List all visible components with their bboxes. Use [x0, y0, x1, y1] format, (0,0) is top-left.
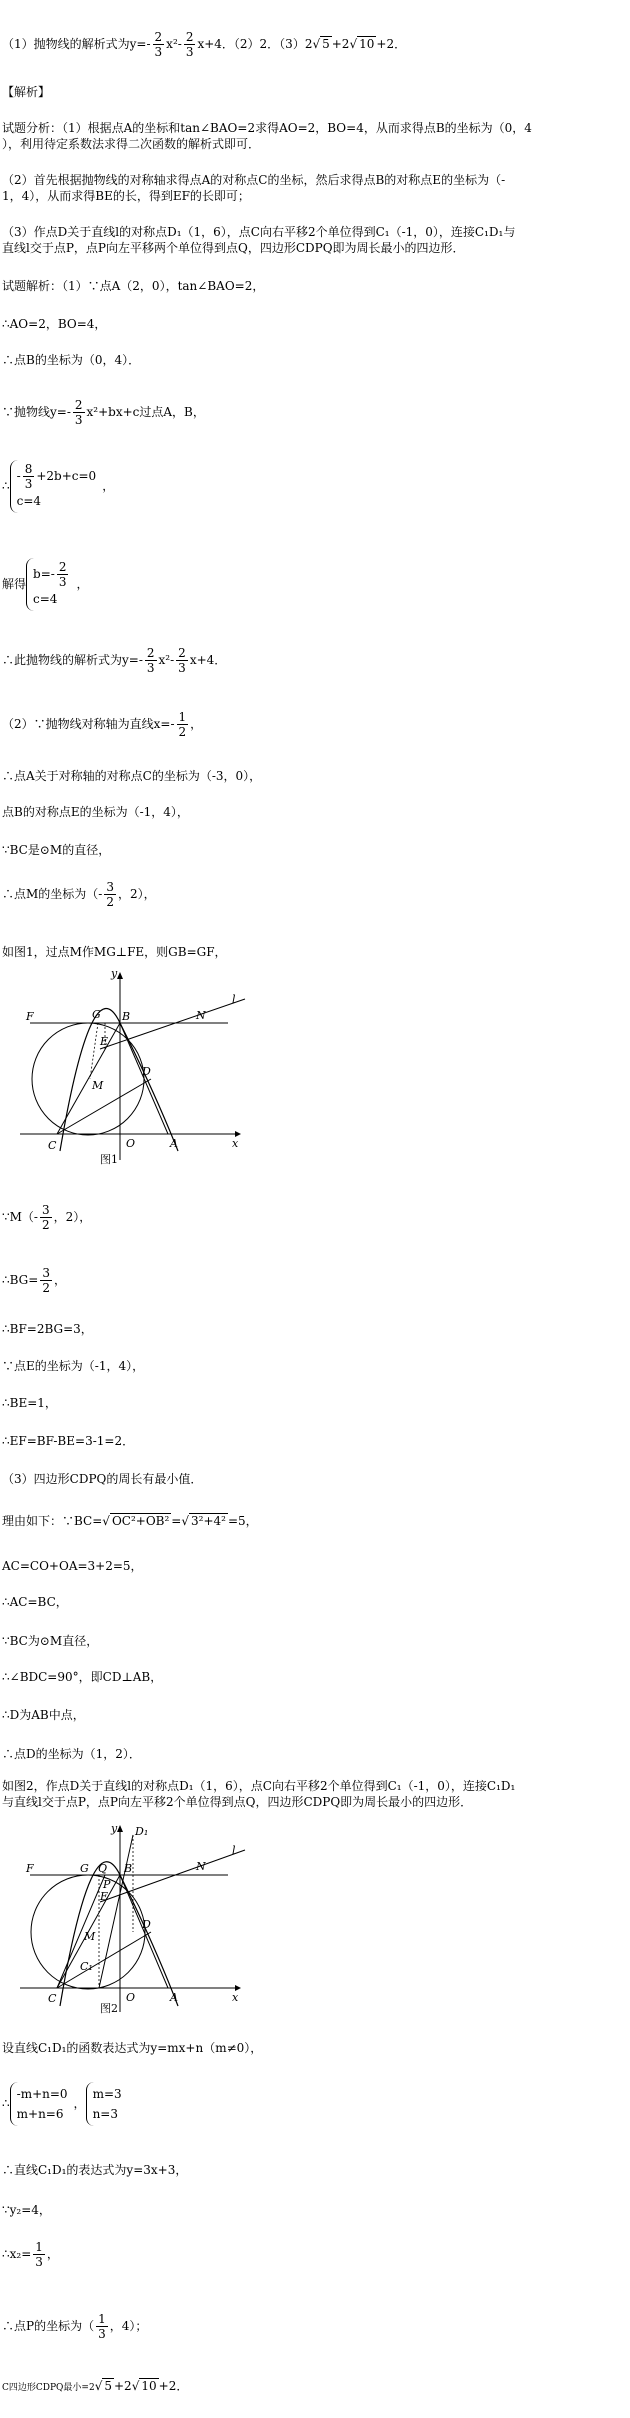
solution-16: ∴BF=2BG=3， — [2, 1322, 93, 1336]
solution-9: ∴点A关于对称轴的对称点C的坐标为（-3，0）， — [2, 769, 262, 783]
figure-2 — [20, 1820, 250, 2015]
solution-8: （2）∵抛物线对称轴为直线x=- $\frac{1}{2}$ ， — [2, 710, 203, 739]
solution-3: ∴点B的坐标为（0，4）． — [2, 353, 141, 367]
solution-24: ∵BC为⊙M直径， — [2, 1634, 99, 1648]
label-n: N — [196, 1009, 206, 1022]
label-y: y — [111, 1822, 118, 1835]
label-f: F — [26, 1010, 34, 1023]
label-a: A — [170, 1991, 178, 2004]
solution-10: 点B的对称点E的坐标为（-1，4）， — [2, 805, 189, 819]
label-g: G — [92, 1008, 101, 1021]
label-q: Q — [98, 1862, 108, 1875]
analysis-3b: 直线l交于点P，点P向左平移两个单位得到点Q，四边形CDPQ即为周长最小的四边形． — [2, 241, 465, 255]
segment-cd — [57, 1932, 151, 1988]
solution-15: ∴BG= $\frac{3}{2}$ ， — [2, 1266, 66, 1295]
label-l: l — [232, 993, 236, 1006]
solution-25: ∴∠BDC=90°，即CD⊥AB， — [2, 1670, 163, 1684]
solution-20: （3）四边形CDPQ的周长有最小值． — [2, 1472, 203, 1486]
solution-1: 试题解析：（1）∵点A（2，0），tan∠BAO=2， — [2, 279, 265, 293]
segment-gm — [90, 1023, 98, 1079]
answer-line: （1）抛物线的解析式为y=- $\frac{2}{3}$ x²- $\frac{2}{3}$ x+4．（2）2．（3）2√ 5 +2√ 10 +2． — [2, 30, 407, 59]
analysis-1b: ），利用待定系数法求得二次函数的解析式即可． — [2, 137, 261, 151]
label-o: O — [126, 1991, 136, 2004]
solution-13: 如图1，过点M作MG⊥FE，则GB=GF， — [2, 945, 227, 959]
label-b: B — [122, 1010, 131, 1023]
analysis-2b: 1，4），从而求得BE的长，得到EF的长即可； — [2, 189, 250, 203]
label-o: O — [126, 1137, 136, 1150]
solution-26: ∴D为AB中点， — [2, 1708, 85, 1722]
label-y: y — [111, 967, 118, 980]
solution-21: 理由如下：∵BC=√ OC²+OB² =√ 3²+4² =5， — [2, 1514, 258, 1528]
analysis-2: （2）首先根据抛物线的对称轴求得点A的对称点C的坐标，然后求得点B的对称点E的坐标为（- — [2, 173, 506, 187]
solution-7: ∴此抛物线的解析式为y=- $\frac{2}{3}$ x²- $\frac{2}{3}$ x+4． — [2, 646, 227, 675]
label-c: C — [48, 1992, 57, 2005]
label-d: D — [142, 1065, 151, 1078]
answer-text: （1）抛物线的解析式为y=- — [2, 37, 151, 51]
solution-2: ∴AO=2，BO=4， — [2, 317, 107, 331]
figure-caption: 图1 — [100, 1153, 118, 1165]
segment-cb — [57, 1023, 120, 1134]
label-d1: D₁ — [135, 1825, 149, 1838]
label-m: M — [92, 1079, 104, 1092]
section-heading: 【解析】 — [2, 85, 51, 99]
solution-32: ∵y₂=4， — [2, 2203, 51, 2217]
figure-1 — [20, 965, 250, 1165]
solution-34: ∴点P的坐标为（ $\frac{1}{3}$ ，4）； — [2, 2312, 148, 2341]
solution-19: ∴EF=BF-BE=3-1=2． — [2, 1434, 135, 1448]
figure-caption: 图2 — [100, 2002, 118, 2015]
fraction: $\frac{2}{3}$ — [154, 30, 163, 59]
solution-33: ∴x₂= $\frac{1}{3}$ ， — [2, 2240, 59, 2269]
line-l — [100, 1850, 245, 1902]
label-c1: C₁ — [80, 1960, 93, 1973]
solution-27: ∴点D的坐标为（1，2）． — [2, 1747, 141, 1761]
solution-28b: 与直线l交于点P，点P向左平移2个单位得到点Q，四边形CDPQ即为周长最小的四边形． — [2, 1795, 473, 1809]
solution-4: ∵抛物线y=- $\frac{2}{3}$ x²+bx+c过点A，B， — [2, 398, 205, 427]
label-c: C — [48, 1139, 57, 1152]
solution-12: ∴点M的坐标为（- $\frac{3}{2}$ ，2）， — [2, 880, 156, 909]
label-d: D — [142, 1918, 151, 1931]
analysis-3: （3）作点D关于直线l的对称点D₁（1，6），点C向右平移2个单位得到C₁（-1，0），连接C₁D₁与 — [2, 225, 516, 239]
segment-ba — [120, 1023, 168, 1134]
parabola — [60, 1862, 178, 2006]
analysis-1: 试题分析：（1）根据点A的坐标和tan∠BAO=2求得AO=2，BO=4，从而求得点B的坐标为（0，4 — [2, 121, 532, 135]
solution-35: C四边形CDPQ最小=2√ 5 +2√ 10 +2． — [2, 2379, 189, 2393]
solution-22: AC=CO+OA=3+2=5， — [2, 1559, 143, 1573]
equation-system: -m+n=0 m+n=6 — [10, 2082, 74, 2126]
segment-ba — [120, 1875, 168, 1988]
solution-31: ∴直线C₁D₁的表达式为y=3x+3， — [2, 2163, 188, 2177]
solution-28: 如图2，作点D关于直线l的对称点D₁（1，6），点C向右平移2个单位得到C₁（-1，0），连接C₁D₁ — [2, 1779, 516, 1793]
label-b: B — [124, 1862, 133, 1875]
solution-11: ∵BC是⊙M的直径， — [2, 843, 111, 857]
segment-c1d1 — [99, 1835, 133, 1988]
equation-system: - $\frac{8}{3}$ +2b+c=0 c=4 — [10, 460, 103, 513]
parabola — [60, 1008, 178, 1151]
label-f: F — [26, 1862, 34, 1875]
label-m: M — [84, 1930, 96, 1943]
fraction: $\frac{2}{3}$ — [185, 30, 194, 59]
equation-system: m=3 n=3 — [86, 2082, 128, 2126]
label-l: l — [232, 1844, 236, 1857]
solution-5-system: ∴ - $\frac{8}{3}$ +2b+c=0 c=4 ， — [2, 460, 114, 513]
solution-6-system: 解得 b=- $\frac{2}{3}$ c=4 ， — [2, 558, 88, 611]
label-n: N — [196, 1860, 206, 1873]
solution-30-system: ∴ -m+n=0 m+n=6 ， m=3 n=3 — [2, 2082, 128, 2126]
line-l — [100, 999, 245, 1049]
equation-system: b=- $\frac{2}{3}$ c=4 — [26, 558, 76, 611]
label-p: P — [103, 1878, 111, 1891]
solution-18: ∴BE=1， — [2, 1396, 57, 1410]
label-x: x — [232, 1991, 239, 2004]
solution-17: ∵点E的坐标为（-1，4）， — [2, 1359, 145, 1373]
label-e: E — [100, 1890, 109, 1903]
solution-29: 设直线C₁D₁的函数表达式为y=mx+n（m≠0）， — [2, 2041, 263, 2055]
label-e: E — [100, 1035, 109, 1048]
sqrt-symbol: √ — [312, 37, 321, 51]
label-x: x — [232, 1137, 239, 1150]
solution-14: ∵M（- $\frac{3}{2}$ ，2）， — [2, 1203, 92, 1232]
solution-23: ∴AC=BC， — [2, 1595, 68, 1609]
label-a: A — [170, 1137, 178, 1150]
label-g: G — [80, 1862, 89, 1875]
